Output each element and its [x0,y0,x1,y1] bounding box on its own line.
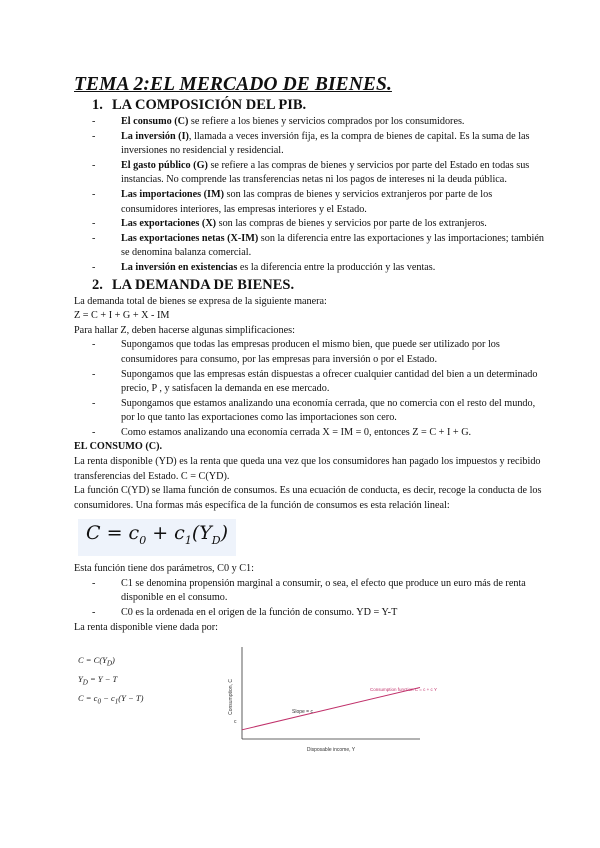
paragraph: La renta disponible viene dada por: [74,621,218,633]
series-label: Consumption function C = c + c Y [370,687,437,693]
page-title: TEMA 2:EL MERCADO DE BIENES. [74,74,392,95]
list-item: - C1 se denomina propensión marginal a consumir, o sea, el efecto que produce un euro más de renta disponible en el consumo. [92,577,526,604]
list-item: - Supongamos que las empresas están dispuestas a ofrecer cualquier cantidad del bien a un determinado precio, P , y satisfacen la demanda en ese mercado. [92,368,538,395]
equation-line: $C = c_0 - c_1(Y - T)$ [78,692,144,706]
list-item: - Supongamos que estamos analizando una economía cerrada, que no comercia con el resto del mundo, por lo que tanto las exportaciones como las importaciones son cero. [92,397,536,424]
list-item: - El consumo (C) se refiere a los bienes y servicios comprados por los consumidores. [92,116,465,127]
list-item: - Las exportaciones netas (X-IM) son la diferencia entre las exportaciones y las importaciones; también se denomina balanza comercial. [92,232,544,259]
paragraph: La demanda total de bienes se expresa de la siguiente manera: [74,295,327,307]
equation-line: $C = C(Y_D)$ [78,655,115,668]
consumo-list [74,577,544,621]
paragraph: Para hallar Z, deben hacerse algunas simplificaciones: [74,324,295,336]
section-1-list [74,115,544,276]
intercept-label: c [234,719,237,726]
consumption-chart [220,639,437,759]
list-item: - Supongamos que todas las empresas producen el mismo bien, que puede ser utilizado por los consumidores para consumo, por las empresas para inversión o por el Estado. [92,339,500,365]
list-item: - La inversión en existencias es la diferencia entre la producción y las ventas. [92,261,436,273]
x-axis-label: Disposable income, Y [306,747,356,754]
list-item: - Las importaciones (IM) son las compras de bienes y servicios extranjeros por parte de los consumidores interiores, las empresas interiores y el Estado. [92,188,493,215]
paragraph: La función C(YD) se llama función de consumos. Es una ecuación de conducta, es decir, recoge la conducta de los consumidores. Una formas más específica de la función de consumos es esta relación lineal: [74,485,542,511]
paragraph: La renta disponible (YD) es la renta que queda una vez que los consumidores han pagado los impuestos y recibido transferencias del Estado. C = C(YD). [74,456,541,482]
list-item: - Como estamos analizando una economía cerrada X = IM = 0, entonces Z = C + I + G. [92,426,472,438]
list-item: - Las exportaciones (X) son las compras de bienes y servicios por parte de los extranjeros. [92,218,487,230]
list-item: - C0 es la ordenada en el origen de la función de consumo. YD = Y-T [92,607,398,619]
section-2-list [74,338,544,440]
y-axis-label: Consumption, C [228,679,234,716]
list-item: - El gasto público (G) se refiere a las compras de bienes y servicios por parte del Estado en todas sus instancias. No comprende las transferencias netas ni los pagos de intereses ni la deuda pública. [92,159,530,186]
section-1-heading: 1. LA COMPOSICIÓN DEL PIB. [92,97,307,113]
paragraph: Esta función tiene dos parámetros, C0 y C1: [74,563,254,575]
subheading-consumo: EL CONSUMO (C). [74,441,163,453]
equation-text: Z = C + I + G + X - IM [74,310,170,322]
slope-label: Slope = c [292,709,313,716]
consumption-formula: $C = c_0 + c_1(Y_D)$ [78,519,236,556]
equation-line: $Y_D = Y - T$ [78,673,118,687]
list-item: - La inversión (I), llamada a veces inversión fija, es la compra de bienes de capital. Es la suma de las inversiones no residencial y residencial. [92,130,530,157]
equation-stack [78,653,143,709]
document-page [74,74,544,759]
bottom-figure-area [74,639,544,759]
section-2-heading: 2. LA DEMANDA DE BIENES. [92,276,295,293]
